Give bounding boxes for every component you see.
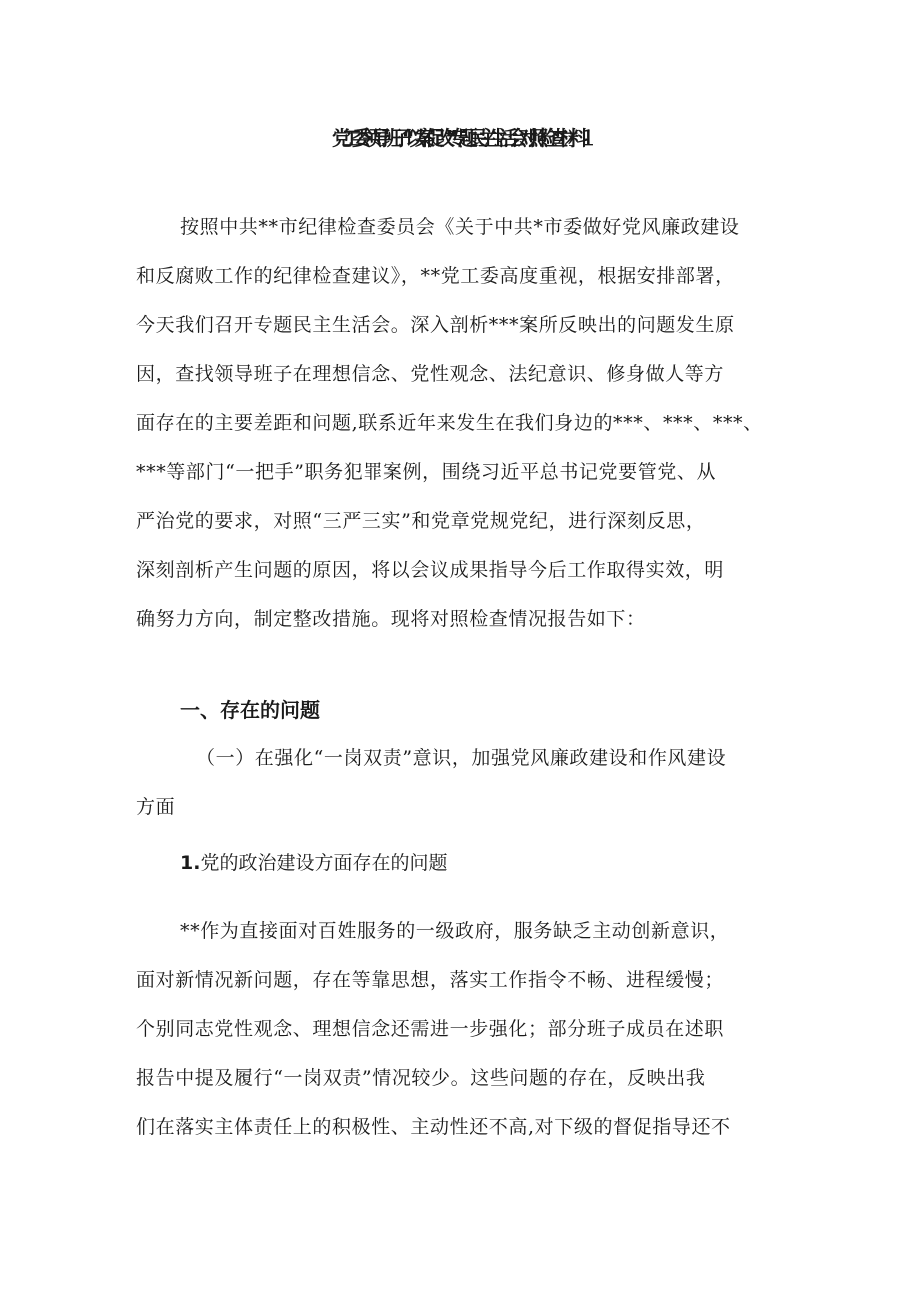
item-heading [180, 850, 447, 876]
body-line: **作为直接面对百姓服务的一级政府，服务缺乏主动创新意识， [180, 920, 730, 942]
item-heading-text: 党的政治建设方面存在的问题 [200, 852, 448, 874]
body-line: 报告中提及履行“一岗双责”情况较少。这些问题的存在，反映出我 [136, 1067, 706, 1089]
intro-line: 因，查找领导班子在理想信念、党性观念、法纪意识、修身做人等方 [136, 363, 725, 385]
subsection-heading-line: （一）在强化“一岗双责”意识，加强党风廉政建设和作风建设 [196, 747, 727, 769]
intro-line: 严治党的要求，对照“三严三实”和党章党规党纪，进行深刻反思， [136, 510, 706, 532]
intro-line: 按照中共**市纪律检查委员会《关于中共*市委做好党风廉政建设 [180, 216, 740, 238]
document-title: 党工委领导班子“以案促改”专题民主生活会对照检查材料１ [331, 126, 589, 150]
intro-line: 和反腐败工作的纪律检查建议》，**党工委高度重视，根据安排部署， [136, 265, 735, 287]
intro-line: ***等部门“一把手”职务犯罪案例，围绕习近平总书记党要管党、从 [136, 461, 717, 483]
section-heading: 一、存在的问题 [180, 698, 320, 722]
item-number: 1. [180, 852, 201, 874]
body-line: 们在落实主体责任上的积极性、主动性还不高,对下级的督促指导还不 [136, 1116, 731, 1138]
body-line: 面对新情况新问题，存在等靠思想，落实工作指令不畅、进程缓慢； [136, 969, 725, 991]
intro-line: 确努力方向，制定整改措施。现将对照检查情况报告如下： [136, 608, 646, 630]
intro-line: 面存在的主要差距和问题,联系近年来发生在我们身边的***、***、***、 [136, 412, 763, 434]
intro-line: 今天我们召开专题民主生活会。深入剖析***案所反映出的问题发生原 [136, 314, 735, 336]
subsection-heading-line: 方面 [136, 796, 176, 818]
body-line: 个别同志党性观念、理想信念还需进一步强化；部分班子成员在述职 [136, 1018, 725, 1040]
intro-line: 深刻剖析产生问题的原因，将以会议成果指导今后工作取得实效，明 [136, 559, 725, 581]
